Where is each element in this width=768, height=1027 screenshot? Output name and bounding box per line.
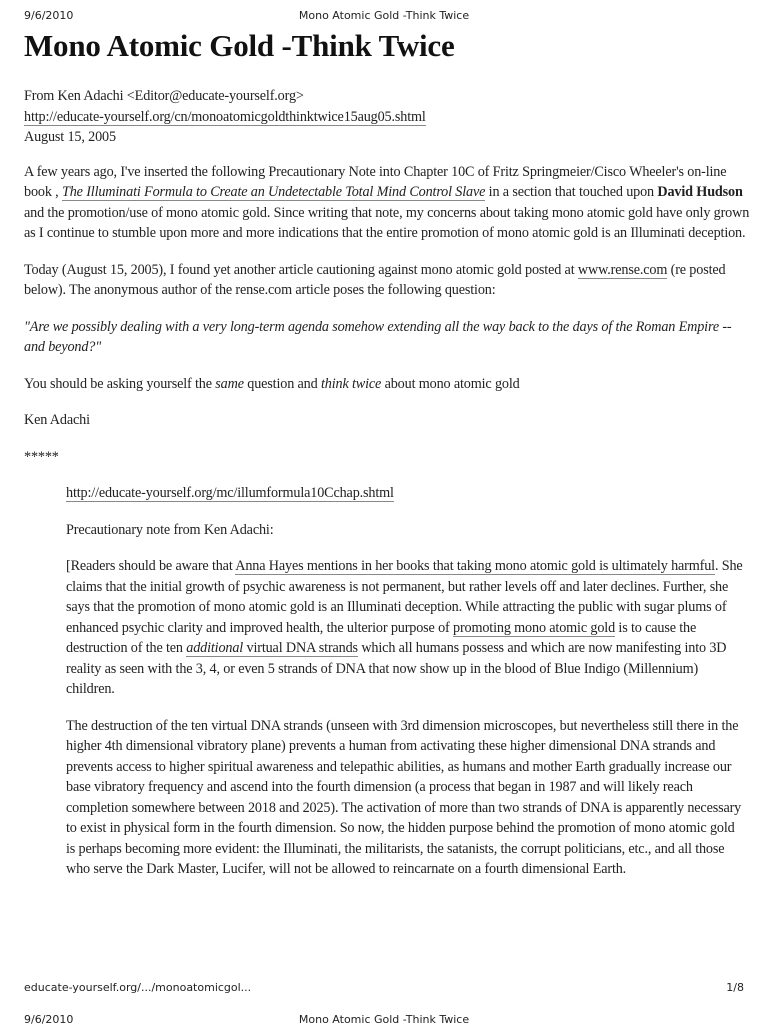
article-body	[24, 86, 750, 896]
quoted-note	[66, 483, 746, 880]
separator: *****	[24, 448, 59, 465]
print-date: 9/6/2010	[24, 9, 74, 22]
print-footer	[24, 981, 744, 995]
next-print-title: Mono Atomic Gold -Think Twice	[298, 1013, 470, 1026]
author-email-link[interactable]: Editor@educate-yourself.org	[134, 88, 296, 104]
next-page-header	[24, 1013, 744, 1027]
note-paragraph-1: [Readers should be aware that Anna Hayes mentions in her books that taking mono atomic gold is ultimately harmful. She claims that the initial growth of psychic awareness is not permanent, but rather levels off and later declines. Further, she says that the promotion of mono atomic gold is an Illuminati deception. While attracting the public with sugar plums of enhanced psychic clarity and improved health, the ulterior purpose of promoting mono atomic gold is to cause the destruction of the ten additional virtual DNA strands which all humans possess and which are now manifesting into 3D reality as seen with the 3, 4, or even 5 strands of DNA that now show up in the blood of Blue Indigo (Millennium) children.	[66, 558, 743, 697]
today-paragraph: Today (August 15, 2005), I found yet another article cautioning against mono atomic gold posted at www.rense.com (re posted below). The anonymous author of the rense.com article poses the following question:	[24, 261, 726, 298]
footer-page-number: 1/8	[726, 981, 744, 994]
article-url-link[interactable]: http://educate-yourself.org/cn/monoatomicgoldthinktwice15aug05.shtml	[24, 108, 426, 125]
dna-strands-link[interactable]: additional virtual DNA strands	[186, 640, 358, 656]
note-heading: Precautionary note from Ken Adachi:	[66, 521, 274, 538]
anna-hayes-link[interactable]: Anna Hayes mentions in her books that taking mono atomic gold is ultimately harmful	[235, 558, 715, 574]
david-hudson-bold: David Hudson	[657, 184, 743, 200]
note-paragraph-2: The destruction of the ten virtual DNA strands (unseen with 3rd dimension microscopes, but nevertheless still there in the higher 4th dimensional vibratory plane) prevents a human from activating these higher dimensional DNA strands and prevents access to higher spiritual awareness and telepathic abilities, as humans and mother Earth gradually increase our base vibratory frequency and ascend into the fourth dimension (a process that began in 1987 and will likely reach completion somewhere between 2018 and 2025). The activation of more than two strands of DNA is apparently necessary to exist in physical form in the fourth dimension. So now, the hidden purpose behind the promotion of mono atomic gold is perhaps becoming more evident: the Illuminati, the militarists, the satanists, the corrupt politicians, etc., and all those who serve the Dark Master, Lucifer, will not be allowed to reincarnate on a fourth dimensional Earth.	[66, 717, 742, 877]
print-title: Mono Atomic Gold -Think Twice	[298, 9, 470, 22]
article-date: August 15, 2005	[24, 129, 116, 145]
byline-block	[24, 86, 750, 148]
byline: From Ken Adachi <Editor@educate-yourself.org>	[24, 88, 304, 104]
page-title: Mono Atomic Gold -Think Twice	[24, 28, 455, 63]
promoting-gold-link[interactable]: promoting mono atomic gold	[453, 619, 616, 636]
rense-quote: "Are we possibly dealing with a very long-term agenda somehow extending all the way back to the days of the Roman Empire -- and beyond?"	[24, 318, 732, 355]
next-print-date: 9/6/2010	[24, 1013, 74, 1026]
illumformula-chapter-link[interactable]: http://educate-yourself.org/mc/illumformula10Cchap.shtml	[66, 485, 394, 501]
intro-paragraph: A few years ago, I've inserted the following Precautionary Note into Chapter 10C of Fritz Springmeier/Cisco Wheeler's on-line book , The Illuminati Formula to Create an Undetectable Total Mind Control Slave in a section that touched upon David Hudson and the promotion/use of mono atomic gold. Since writing that note, my concerns about taking mono atomic gold have only grown as I continue to stumble upon more and more indications that the entire promotion of mono atomic gold is an Illuminati deception.	[24, 163, 750, 241]
advice-paragraph: You should be asking yourself the same question and think twice about mono atomic gold	[24, 375, 520, 392]
footer-source: educate-yourself.org/.../monoatomicgol...	[24, 981, 252, 994]
signature: Ken Adachi	[24, 412, 90, 428]
illuminati-formula-link[interactable]: The Illuminati Formula to Create an Undetectable Total Mind Control Slave	[61, 184, 486, 200]
print-header	[24, 9, 744, 23]
rense-link[interactable]: www.rense.com	[577, 261, 668, 278]
